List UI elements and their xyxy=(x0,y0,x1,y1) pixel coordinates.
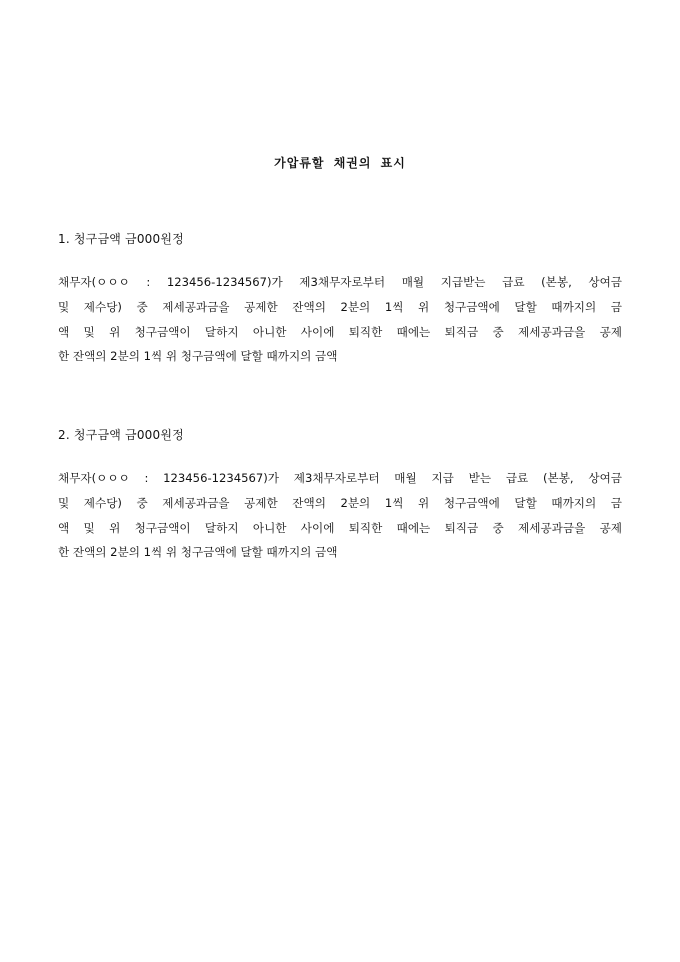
section-1-line-3: 액 및 위 청구금액이 달하지 아니한 사이에 퇴직한 때에는 퇴직금 중 제세공과금을 공제 xyxy=(58,324,622,339)
section-2-line-1: 채무자(ㅇㅇㅇ : 123456-1234567)가 제3채무자로부터 매월 지급 받는 급료 (본봉, 상여금 xyxy=(58,471,622,485)
section-1-line-2: 및 제수당) 중 제세공과금을 공제한 잔액의 2분의 1씩 위 청구금액에 달할 때까지의 금 xyxy=(58,299,622,314)
section-1-line-4: 한 잔액의 2분의 1씩 위 청구금액에 달할 때까지의 금액 xyxy=(58,349,338,364)
section-2-heading: 2. 청구금액 금000원정 xyxy=(58,428,184,442)
section-2-line-3: 액 및 위 청구금액이 달하지 아니한 사이에 퇴직한 때에는 퇴직금 중 제세공과금을 공제 xyxy=(58,520,622,535)
section-1-heading: 1. 청구금액 금000원정 xyxy=(58,232,184,246)
section-2-line-4: 한 잔액의 2분의 1씩 위 청구금액에 달할 때까지의 금액 xyxy=(58,545,338,560)
section-1-line-1: 채무자(ㅇㅇㅇ : 123456-1234567)가 제3채무자로부터 매월 지급받는 급료 (본봉, 상여금 xyxy=(58,275,622,289)
document-title: 가압류할 채권의 표시 xyxy=(274,156,406,170)
section-2-body xyxy=(58,466,622,565)
section-2-line-2: 및 제수당) 중 제세공과금을 공제한 잔액의 2분의 1씩 위 청구금액에 달할 때까지의 금 xyxy=(58,495,622,510)
section-1-body xyxy=(58,270,622,369)
